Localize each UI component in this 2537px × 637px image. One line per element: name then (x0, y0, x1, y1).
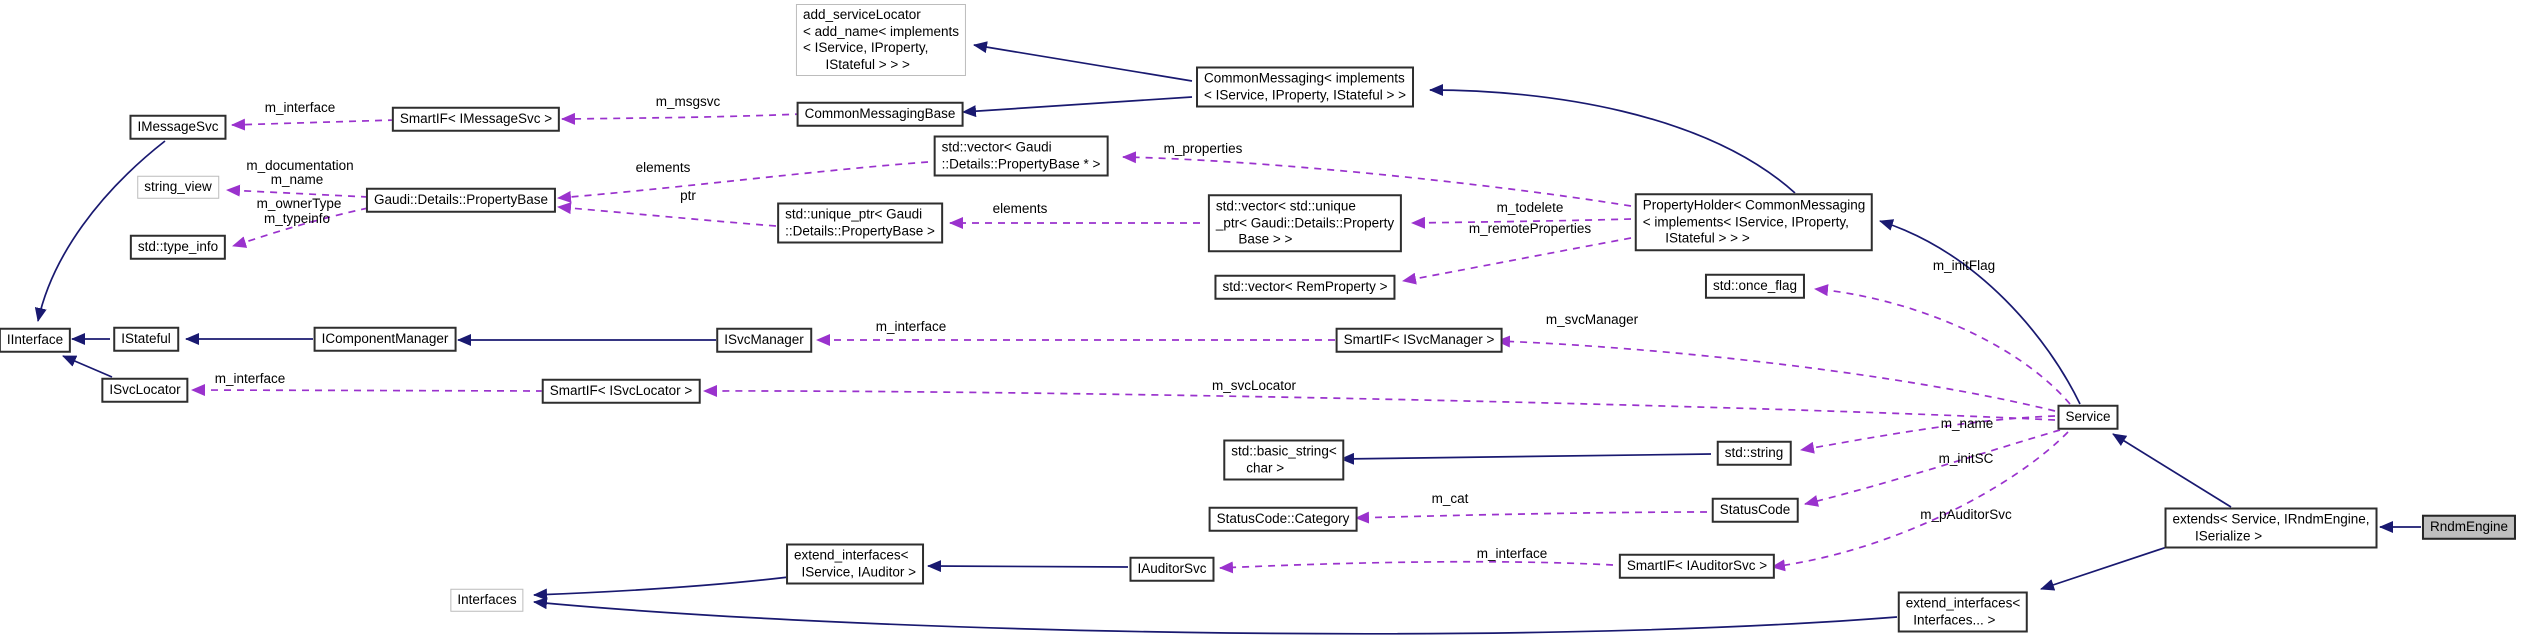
node-smartif-isvclocator[interactable] (542, 379, 701, 404)
node-add-servicelocator (796, 4, 966, 76)
node-smartif-iauditorsvc[interactable] (1619, 554, 1775, 579)
node-label-line: std::basic_string< (1231, 443, 1337, 459)
node-interfaces (450, 589, 523, 612)
edge-label-m_pAuditorSvc: m_pAuditorSvc (1920, 507, 2012, 522)
node-label-line: StatusCode (1719, 501, 1791, 517)
node-label-line: _ptr< Gaudi::Details::Property (1215, 214, 1395, 230)
node-label-line: std::unique_ptr< Gaudi (785, 206, 923, 222)
node-label-line: IService, IAuditor > (794, 564, 916, 579)
node-extend-interfaces-variadic[interactable] (1898, 592, 2028, 633)
edge-vector-propertybase-ptr-to-gaudi-details-propertybase (558, 162, 928, 198)
edge-label-m_svcLocator: m_svcLocator (1211, 378, 1297, 393)
node-vector-propertybase-ptr[interactable] (934, 136, 1109, 177)
edge-label-m_svcManager: m_svcManager (1545, 312, 1639, 327)
node-label-line: ::Details::PropertyBase > (785, 223, 935, 238)
edge-extend-interfaces-iservice-iauditor-to-interfaces (534, 575, 805, 595)
node-imessagesvc[interactable] (129, 115, 226, 140)
node-label-line: SmartIF< ISvcManager > (1343, 331, 1495, 347)
edge-statuscode-to-statuscode-category (1356, 512, 1707, 518)
node-label-line: extend_interfaces< (794, 547, 909, 563)
node-std-basic-string[interactable] (1223, 440, 1344, 481)
edge-commonmessaging-to-add-servicelocator (974, 45, 1192, 81)
edge-iauditorsvc-to-extend-interfaces-iservice-iauditor (928, 566, 1128, 567)
node-label-line: IInterface (6, 331, 64, 347)
node-smartif-imessagesvc[interactable] (392, 107, 560, 132)
edge-service-to-statuscode (1805, 430, 2060, 504)
node-isvclocator[interactable] (101, 378, 188, 403)
node-label-line: IStateful (121, 330, 171, 346)
node-label-line: IStateful > > > (802, 56, 910, 72)
node-label-line: std::string (1724, 444, 1784, 460)
node-unique-ptr-propertybase[interactable] (777, 203, 943, 244)
node-std-once-flag[interactable] (1705, 274, 1805, 299)
node-std-string[interactable] (1717, 441, 1792, 466)
edge-smartif-imessagesvc-to-imessagesvc (232, 120, 395, 125)
node-std-type-info[interactable] (130, 235, 226, 260)
edge-smartif-iauditorsvc-to-iauditorsvc (1220, 562, 1613, 568)
edge-extends-service-to-service (2113, 434, 2231, 507)
node-extends-service[interactable] (2165, 508, 2378, 549)
node-label-line: CommonMessagingBase (804, 105, 956, 121)
node-label-line: ::Details::PropertyBase * > (941, 156, 1101, 171)
node-statuscode-category[interactable] (1209, 507, 1358, 532)
node-label-line: CommonMessaging< implements (1204, 70, 1405, 86)
node-rndmengine (2422, 515, 2516, 540)
edge-service-to-smartif-isvcmanager (1497, 341, 2055, 411)
edge-label-m_ownerType: m_ownerType (256, 196, 342, 211)
node-label-line: IComponentManager (321, 330, 449, 346)
edge-label-m_typeinfo: m_typeinfo (263, 211, 331, 226)
node-label-line: ISvcManager (724, 331, 804, 347)
edge-commonmessaging-to-commonmessagingbase (963, 97, 1192, 112)
node-label-line: Base > > (1215, 231, 1293, 247)
edge-label-m_initSC: m_initSC (1938, 451, 1994, 466)
edge-extend-interfaces-variadic-to-interfaces (534, 602, 1897, 634)
node-statuscode[interactable] (1712, 498, 1799, 523)
node-label-line: add_serviceLocator (802, 7, 921, 22)
edge-label-m_name: m_name (270, 172, 324, 187)
node-icomponentmanager[interactable] (314, 327, 457, 352)
node-gaudi-details-propertybase[interactable] (366, 188, 556, 213)
edge-label-m_interface: m_interface (214, 371, 286, 386)
node-label-line: std::type_info (137, 238, 219, 254)
node-propertyholder[interactable] (1635, 193, 1873, 251)
node-label-line: std::once_flag (1712, 277, 1798, 293)
edge-label-m_todelete: m_todelete (1496, 200, 1564, 215)
node-label-line: StatusCode::Category (1216, 510, 1350, 526)
edge-label-m_properties: m_properties (1163, 141, 1243, 156)
edge-commonmessagingbase-to-smartif-imessagesvc (562, 114, 802, 119)
node-smartif-isvcmanager[interactable] (1336, 328, 1503, 353)
node-label-line: < IService, IProperty, (802, 40, 929, 55)
edge-isvclocator-to-iinterface (63, 356, 112, 377)
node-commonmessaging[interactable] (1196, 67, 1414, 108)
edge-label-ptr: ptr (680, 188, 696, 203)
node-label-line: SmartIF< ISvcLocator > (549, 382, 693, 398)
node-commonmessagingbase[interactable] (797, 102, 964, 127)
node-label-line: < IService, IProperty, IStateful > > (1204, 87, 1406, 102)
node-label-line: SmartIF< IMessageSvc > (399, 110, 553, 126)
edge-label-elements: elements (992, 201, 1048, 216)
edge-label-m_name: m_name (1940, 416, 1994, 431)
edge-label-m_interface: m_interface (1476, 546, 1548, 561)
node-label-line: < implements< IService, IProperty, (1642, 213, 1849, 229)
edge-label-elements: elements (635, 160, 691, 175)
node-label-line: ISerialize > (2172, 528, 2263, 543)
node-label-line: IAuditorSvc (1137, 560, 1207, 576)
edge-smartif-isvclocator-to-isvclocator (192, 390, 543, 391)
edge-label-m_interface: m_interface (875, 319, 947, 334)
node-label-line: Service (2065, 408, 2111, 424)
node-service[interactable] (2057, 405, 2118, 430)
edge-std-string-to-std-basic-string (1341, 454, 1711, 459)
node-label-line: std::vector< Gaudi (941, 139, 1052, 155)
node-iinterface[interactable] (0, 328, 71, 353)
node-label-line: IStateful > > > (1642, 230, 1750, 246)
edge-imessagesvc-to-iinterface (38, 141, 165, 321)
node-label-line: < add_name< implements (802, 23, 960, 39)
node-label-line: char > (1231, 460, 1285, 475)
edge-extends-service-to-extend-interfaces-variadic (2041, 546, 2170, 589)
node-iauditorsvc[interactable] (1129, 557, 1214, 582)
node-isvcmanager[interactable] (716, 328, 812, 353)
node-string-view (137, 176, 219, 199)
edge-service-to-smartif-isvclocator (704, 391, 2055, 420)
edge-label-m_cat: m_cat (1431, 491, 1469, 506)
node-label-line: ISvcLocator (109, 381, 181, 397)
edge-label-m_msgsvc: m_msgsvc (655, 94, 721, 109)
node-vector-unique-ptr[interactable] (1208, 194, 1402, 252)
node-label-line: extend_interfaces< (1905, 595, 2021, 611)
node-label-line: SmartIF< IAuditorSvc > (1626, 557, 1768, 573)
node-label-line: IMessageSvc (137, 118, 219, 134)
edge-service-to-propertyholder (1880, 221, 2080, 404)
edge-propertyholder-to-commonmessaging (1430, 90, 1795, 193)
node-label-line: string_view (144, 178, 212, 194)
edge-service-to-std-string (1801, 416, 2055, 450)
node-extend-interfaces-iservice-iauditor[interactable] (786, 544, 924, 585)
node-istateful[interactable] (113, 327, 179, 352)
node-label-line: std::vector< RemProperty > (1222, 278, 1388, 294)
node-label-line: extends< Service, IRndmEngine, (2172, 511, 2370, 527)
edge-propertyholder-to-vector-remproperty (1403, 238, 1631, 281)
edge-label-m_remoteProperties: m_remoteProperties (1468, 221, 1592, 236)
node-label-line: Gaudi::Details::PropertyBase (373, 191, 549, 207)
edge-service-to-smartif-iauditorsvc (1772, 432, 2068, 567)
edge-label-m_initFlag: m_initFlag (1932, 258, 1996, 273)
edge-service-to-std-once-flag (1815, 289, 2070, 404)
edge-unique-ptr-propertybase-to-gaudi-details-propertybase (558, 207, 789, 227)
node-vector-remproperty[interactable] (1214, 275, 1395, 300)
node-label-line: PropertyHolder< CommonMessaging (1642, 197, 1866, 213)
node-label-line: std::vector< std::unique (1215, 198, 1356, 214)
node-label-line: Interfaces (457, 591, 517, 607)
node-label-line: Interfaces... > (1905, 612, 1996, 627)
edge-label-m_interface: m_interface (264, 100, 336, 115)
node-label-line: RndmEngine (2429, 518, 2509, 534)
edge-label-m_documentation: m_documentation (246, 158, 354, 173)
